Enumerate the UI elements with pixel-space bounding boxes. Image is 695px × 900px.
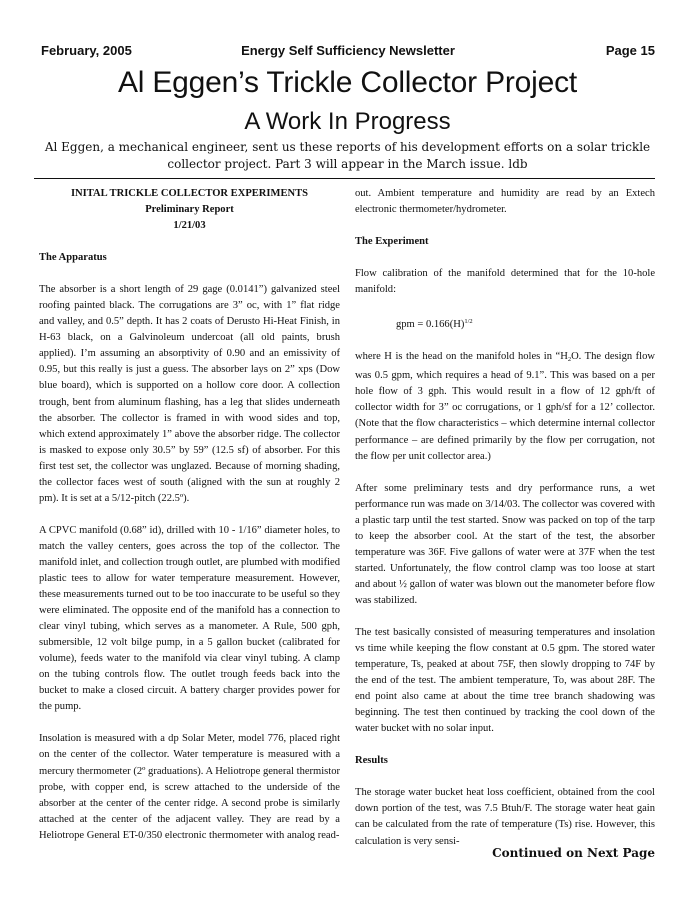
formula-exponent: 1/2 — [464, 318, 473, 326]
paragraph-text: where H is the head on the manifold holes in “H — [355, 351, 568, 363]
divider — [34, 178, 655, 179]
spacer — [39, 507, 340, 523]
spacer — [355, 737, 655, 753]
spacer — [355, 609, 655, 625]
paragraph: A CPVC manifold (0.68” id), drilled with 10 - 1/16” diameter holes, to match the valley centers, goes across the top of the collector. The manifold inlet, and collection trough outlet, are plumbed with modified plastic tees to allow for water temperature measurement. However, these measurements turned out to be too inaccurate to be useful so they were eliminated. The opposite end of the manifold has a connection to clear vinyl tubing, which serves as a manometer. A Rule, 500 gph, submersible, 12 volt bilge pump, in a 5 gallon bucket (calibrated for volume), feeds water to the manifold via clear vinyl tubing. A clamp on the tubing controls flow. The outlet trough feeds back into the bucket to make a closed circuit. A battery charger provides power for the pump. — [39, 524, 340, 713]
subscript: 2 — [567, 356, 572, 364]
spacer — [39, 266, 340, 282]
paragraph-text: O. The design flow was 0.5 gpm, which requires a head of 9.1”. This was based on a per hole flow of 3 gph. This would result in a flow of 12 gph/ft of collector width for 3” oc corrugations, or 1 gph/sf for a 12’ collector. (Note that the flow characteristics – which determine internal collector performance – are defined primarily by the flow per corrugation, not the flow per unit collector area.) — [355, 351, 655, 462]
article-subtitle: A Work In Progress — [244, 108, 451, 135]
article-title: Al Eggen’s Trickle Collector Project — [117, 66, 578, 99]
header-page-number: Page 15 — [605, 43, 655, 58]
section-heading-apparatus: The Apparatus — [39, 252, 107, 264]
running-header — [41, 43, 655, 61]
report-heading: INITAL TRICKLE COLLECTOR EXPERIMENTS — [70, 188, 309, 199]
spacer — [355, 218, 655, 234]
spacer — [355, 769, 655, 785]
article-intro: Al Eggen, a mechanical engineer, sent us these reports of his development efforts on a solar trickle collector project. Part 3 will appear in the March issue. ldb — [44, 140, 651, 171]
spacer — [355, 333, 655, 349]
paragraph: The test basically consisted of measuring temperatures and insolation vs time while keeping the flow constant at 0.5 gpm. The stored water temperature, Ts, peaked at about 75F, then slowly dropping to 74F by the end of the test. The ambient temperature, To, was about 28F. The end point also came at about the time tree branch shadowing was beginning. The test then continued by tracking the cool down of the water bucket with no solar input. — [355, 626, 655, 735]
header-publication: Energy Self Sufficiency Newsletter — [241, 43, 455, 58]
paragraph: Insolation is measured with a dp Solar Meter, model 776, placed right on the center of the collector. Water temperature is measured with a mercury thermometer (2º graduations). A Heliotrope general thermistor probe, with copper end, is screw attached to the underside of the absorber at the center of the center ridge. A second probe is similarly attached at the center of the adjacent valley. They are read by a Heliotrope General ET-0/350 electronic thermometer with analog read- — [39, 733, 340, 841]
left-column — [39, 186, 340, 844]
paragraph: The absorber is a short length of 29 gage (0.0141”) galvanized steel roofing painted black. The corrugations are 3” oc, with 1” flat ridge and valley, and 0.5” depth. It has 2 coats of Derusto Hi-Heat Finish, in H-63 black, on a Galvinoleum undercoat (all old paints, brush applied). I’m assuming an absorptivity of 0.90 and an emissivity of 0.95, but this really is just a guess. The absorber lays on 2” xps (Dow blue board), which is supported on a hollow core door. A collection trough, bent from aluminum flashing, has a leg that slides underneath the absorber. The collector is framed in with wood sides and top, which extend approximately 1” above the absorber ridge. The collector is masked to expose only 30.5” by 59” (12.5 sf) of absorber. For this first test set, the collector was unglazed. Because of morning shading, the collector faces west of south (aligned with the sun at roughly 2 pm). It is set at a 5/12-pitch (22.5º). — [39, 284, 340, 504]
right-column — [355, 186, 655, 850]
spacer — [355, 298, 655, 314]
section-heading-results: Results — [355, 755, 388, 767]
flow-formula — [355, 314, 655, 333]
continued-notice: Continued on Next Page — [492, 846, 655, 860]
spacer — [355, 250, 655, 266]
paragraph — [355, 349, 655, 464]
spacer — [39, 715, 340, 731]
paragraph: The storage water bucket heat loss coefficient, obtained from the cool down portion of the test, was 7.5 Btuh/F. The storage water heat gain can be calculated from the rate of temperature (Ts) rise. However, this calculation is very sensi- — [355, 787, 655, 847]
report-date: 1/21/03 — [173, 220, 206, 232]
formula-text: gpm = 0.166(H) — [396, 319, 465, 331]
paragraph: out. Ambient temperature and humidity are read by an Extech electronic thermometer/hydrometer. — [355, 188, 655, 216]
spacer — [355, 465, 655, 481]
section-heading-experiment: The Experiment — [355, 236, 429, 248]
report-kind: Preliminary Report — [145, 204, 234, 216]
header-date: February, 2005 — [41, 43, 132, 58]
paragraph: Flow calibration of the manifold determined that for the 10-hole manifold: — [355, 268, 655, 296]
spacer — [39, 234, 340, 250]
paragraph: After some preliminary tests and dry performance runs, a wet performance run was made on 3/14/03. The collector was covered with a plastic tarp until the test started. Snow was packed on top of the tarp to keep the absorber cool. At the start of the test, the absorber temperature was 36F. Five gallons of water were at 37F when the test started. Unfortunately, the flow control clamp was too loose at start and about ½ gallon of water was blown out the manometer before flow was stabilized. — [355, 482, 655, 606]
